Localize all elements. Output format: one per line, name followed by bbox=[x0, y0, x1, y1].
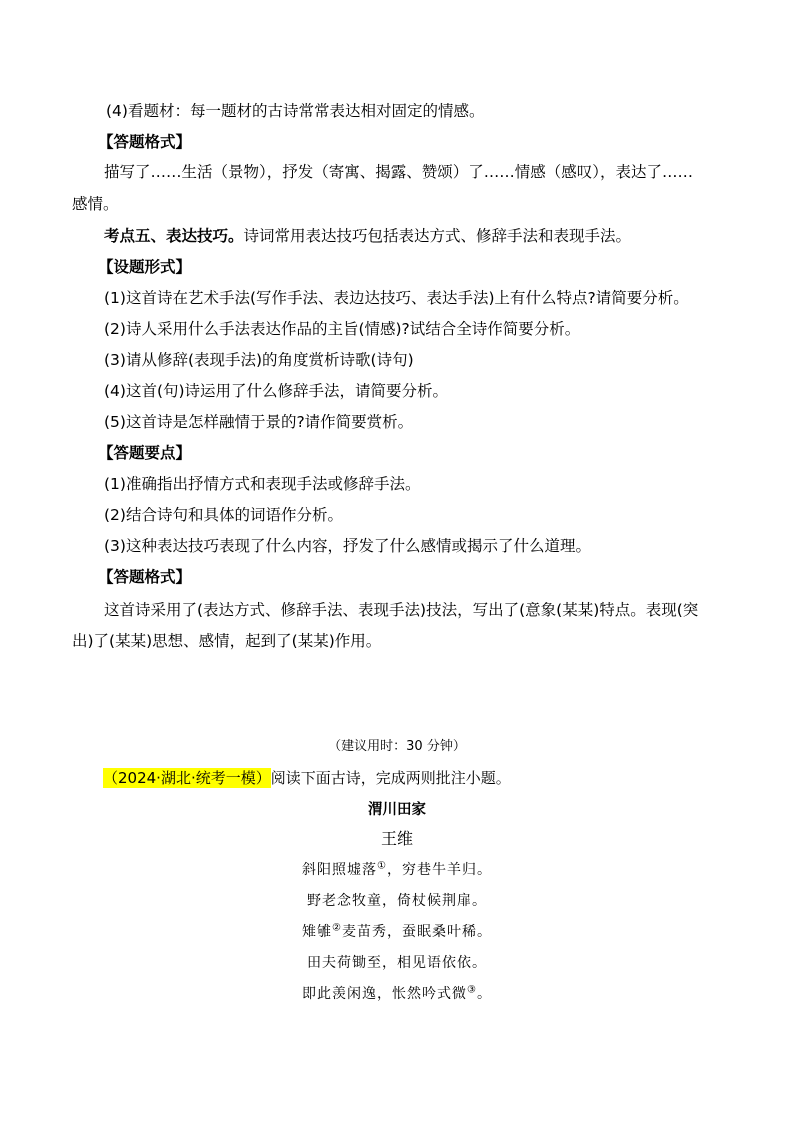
answer-format-heading-2: 【答题格式】 bbox=[98, 568, 192, 586]
poem-line-2 bbox=[0, 891, 794, 911]
exam-point-5-desc: 诗词常用表达技巧包括表达方式、修辞手法和表现手法。 bbox=[243, 227, 632, 245]
poem-line-4-text: 田夫荷锄至，相见语依依。 bbox=[307, 955, 487, 971]
question-form-3: (3)请从修辞(表现手法)的角度赏析诗歌(诗句) bbox=[104, 351, 414, 369]
exercise-instruction: 阅读下面古诗，完成两则批注小题。 bbox=[270, 769, 511, 787]
poem-line-3-part-b: 麦苗秀，蚕眠桑叶稀。 bbox=[341, 924, 492, 940]
exam-point-5-heading bbox=[0, 226, 794, 246]
poem-line-1-part-b: ，穷巷牛羊归。 bbox=[386, 862, 492, 878]
answer-point-3: (3)这种表达技巧表现了什么内容，抒发了什么感情或揭示了什么道理。 bbox=[104, 537, 591, 555]
poem-line-1-part-a: 斜阳照墟落 bbox=[302, 862, 378, 878]
exercise-intro bbox=[0, 768, 794, 788]
question-forms-heading: 【设题形式】 bbox=[98, 258, 192, 276]
answer-points-heading: 【答题要点】 bbox=[98, 444, 192, 462]
answer-format-text-1-cont: 感情。 bbox=[72, 195, 119, 213]
suggested-time: （建议用时：30 分钟） bbox=[328, 739, 466, 754]
exam-point-4-subject: (4)看题材：每一题材的古诗常常表达相对固定的情感。 bbox=[106, 102, 485, 120]
poem-footnote-3: ③ bbox=[467, 984, 477, 996]
poem-footnote-1: ① bbox=[377, 860, 387, 872]
poem-line-3-part-a: 雉雊 bbox=[302, 924, 333, 940]
poem-line-5-part-a: 即此羡闲逸，怅然吟式微 bbox=[302, 986, 468, 1002]
question-form-4: (4)这首(句)诗运用了什么修辞手法，请简要分析。 bbox=[104, 382, 449, 400]
poem-footnote-2: ② bbox=[332, 922, 342, 934]
poem-line-2-text: 野老念牧童，倚杖候荆扉。 bbox=[307, 893, 487, 909]
poem-line-3 bbox=[0, 922, 794, 942]
poem-line-5-part-b: 。 bbox=[476, 986, 492, 1002]
answer-point-1: (1)准确指出抒情方式和表现手法或修辞手法。 bbox=[104, 475, 421, 493]
question-form-2: (2)诗人采用什么手法表达作品的主旨(情感)?试结合全诗作简要分析。 bbox=[104, 320, 581, 338]
answer-point-2: (2)结合诗句和具体的词语作分析。 bbox=[104, 506, 343, 524]
poem-line-5 bbox=[0, 984, 794, 1004]
answer-format-text-2: 这首诗采用了(表达方式、修辞手法、表现手法)技法，写出了(意象(某某)特点。表现(突 bbox=[104, 601, 699, 619]
poem-line-1 bbox=[0, 860, 794, 880]
answer-format-text-1: 描写了……生活（景物），抒发（寄寓、揭露、赞颂）了……情感（感叹），表达了…… bbox=[104, 163, 694, 181]
poem-author: 王维 bbox=[380, 829, 413, 848]
answer-format-text-2-cont: 出)了(某某)思想、感情，起到了(某某)作用。 bbox=[72, 632, 382, 650]
poem-line-4 bbox=[0, 953, 794, 973]
answer-format-heading-1: 【答题格式】 bbox=[98, 133, 192, 151]
question-form-5: (5)这首诗是怎样融情于景的?请作简要赏析。 bbox=[104, 413, 414, 431]
source-tag-highlight: （2024·湖北·统考一模） bbox=[103, 769, 271, 787]
question-form-1: (1)这首诗在艺术手法(写作手法、表边达技巧、表达手法)上有什么特点?请简要分析。 bbox=[104, 289, 689, 307]
poem-title: 渭川田家 bbox=[368, 802, 426, 818]
exam-point-5-label: 考点五、表达技巧。 bbox=[104, 227, 244, 245]
